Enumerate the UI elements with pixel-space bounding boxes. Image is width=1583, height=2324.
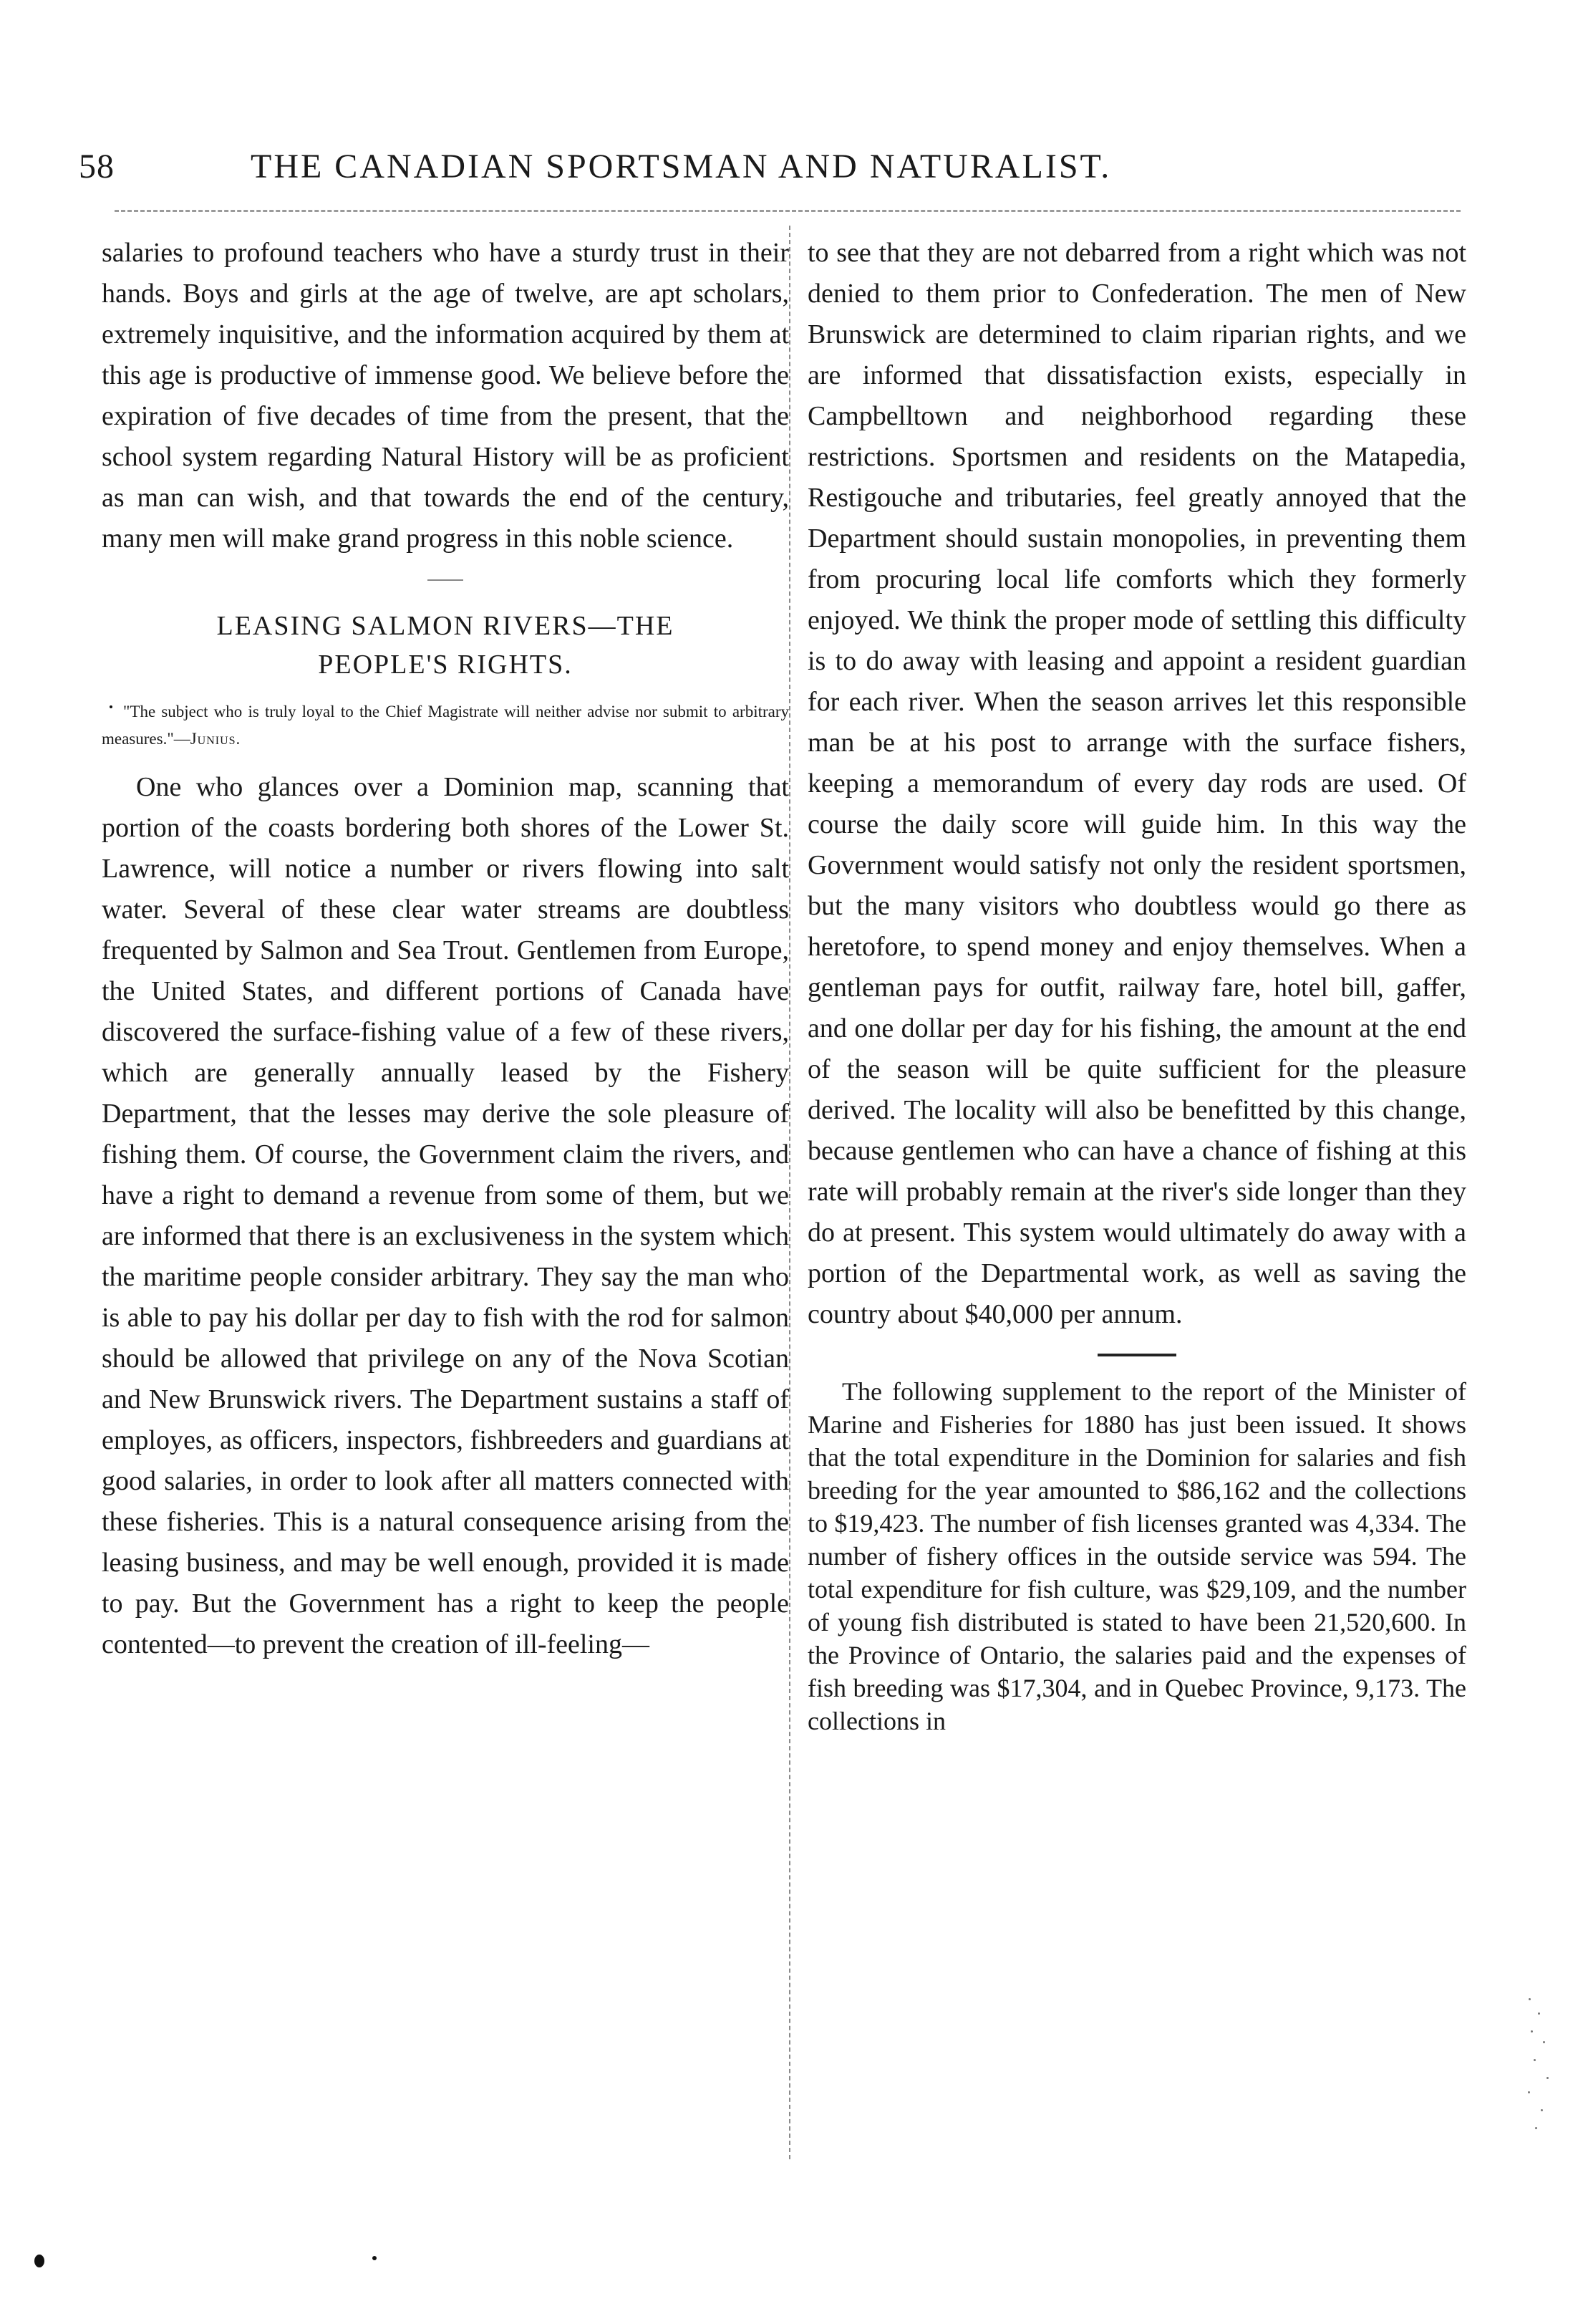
article-title-line2: PEOPLE'S RIGHTS. (318, 650, 573, 680)
header-rule (115, 210, 1461, 212)
epigraph-text: "The subject who is truly loyal to the Chief Magistrate will neither advise nor submit to arbitrary measures."— (102, 703, 789, 748)
section-separator (427, 579, 463, 581)
epigraph-author: Junius. (190, 730, 241, 748)
page-header (79, 147, 1461, 197)
right-column (808, 233, 1466, 1737)
epigraph (102, 698, 789, 753)
article-title (102, 607, 789, 684)
ink-speck-left (34, 2255, 44, 2267)
ink-speck-margin (110, 705, 112, 708)
body-paragraph: One who glances over a Dominion map, scanning that portion of the coasts bordering both shores of the Lower St. Lawrence, will notice a number or rivers flowing into salt water. Several of these clear water streams are doubtless frequented by Salmon and Sea Trout. Gentlemen from Europe, the United States, and different portions of Canada have discovered the surface-fishing value of a few of these rivers, which are generally annually leased by the Fishery Department, that the lesses may derive the sole pleasure of fishing them. Of course, the Government claim the rivers, and have a right to demand a revenue from some of them, but we are informed that there is an exclusiveness in the system which the maritime people consider arbitrary. They say the man who is able to pay his dollar per day to fish with the rod for salmon should be allowed that privilege on any of the Nova Scotian and New Brunswick rivers. The Department sustains a staff of employes, as officers, inspectors, fishbreeders and guardians at good salaries, in order to look after all matters connected with these fisheries. This is a natural consequence arising from the leasing business, and may be well enough, provided it is made to pay. But the Government has a right to keep the people contented—to prevent the creation of ill-feeling— (102, 772, 789, 1659)
article-title-line1: LEASING SALMON RIVERS—THE (216, 611, 674, 641)
running-title: THE CANADIAN SPORTSMAN AND NATURALIST. (251, 148, 1112, 185)
intro-paragraph: salaries to profound teachers who have a sturdy trust in their hands. Boys and girls at the age of twelve, are apt scholars, extremely inquisitive, and the information acquired by them at this age is productive of immense good. We believe before the expiration of five decades of time from the present, that the school system regarding Natural History will be as proficient as man can wish, and that towards the end of the century, many men will make grand progress in this noble science. (102, 238, 789, 554)
margin-speckle (1525, 1991, 1554, 2134)
ink-speck-bottom (372, 2256, 377, 2260)
page-number: 58 (79, 148, 115, 185)
left-column (102, 233, 789, 1665)
article-divider (1098, 1354, 1176, 1356)
supplement-paragraph: The following supplement to the report of the Minister of Marine and Fisheries for 1880 has just been issued. It shows that the total expenditure in the Dominion for salaries and fish breeding for the year amounted to $86,162 and the collections to $19,423. The number of fish licenses granted was 4,334. The number of fishery offices in the outside service was 594. The total expenditure for fish culture, was $29,109, and the number of young fish distributed is stated to have been 21,520,600. In the Province of Ontario, the salaries paid and the expenses of fish breeding was $17,304, and in Quebec Province, 9,173. The collections in (808, 1377, 1466, 1735)
column-divider (789, 226, 790, 2159)
continuation-paragraph: to see that they are not debarred from a right which was not denied to them prior to Confederation. The men of New Brunswick are determined to claim riparian rights, and we are informed that dissatisfaction exists, especially in Campbelltown and neighborhood regarding these restrictions. Sportsmen and residents on the Matapedia, Restigouche and tributaries, feel greatly annoyed that the Department should sustain monopolies, in preventing them from procuring local life comforts which they formerly enjoyed. We think the proper mode of settling this difficulty is to do away with leasing and appoint a resident guardian for each river. When the season arrives let this responsible man be at his post to arrange with the surface fishers, keeping a memorandum of every day rods are used. Of course the daily score will guide him. In this way the Government would satisfy not only the resident sportsmen, but the many visitors who doubtless would go there as heretofore, to spend money and enjoy themselves. When a gentleman pays for outfit, railway fare, hotel bill, gaffer, and one dollar per day for his fishing, the amount at the end of the season will be quite sufficient for the pleasure derived. The locality will also be benefitted by this change, because gentlemen who can have a chance of fishing at this rate will probably remain at the river's side longer than they do at present. This system would ultimately do away with a portion of the Departmental work, as well as saving the country about $40,000 per annum. (808, 238, 1466, 1329)
